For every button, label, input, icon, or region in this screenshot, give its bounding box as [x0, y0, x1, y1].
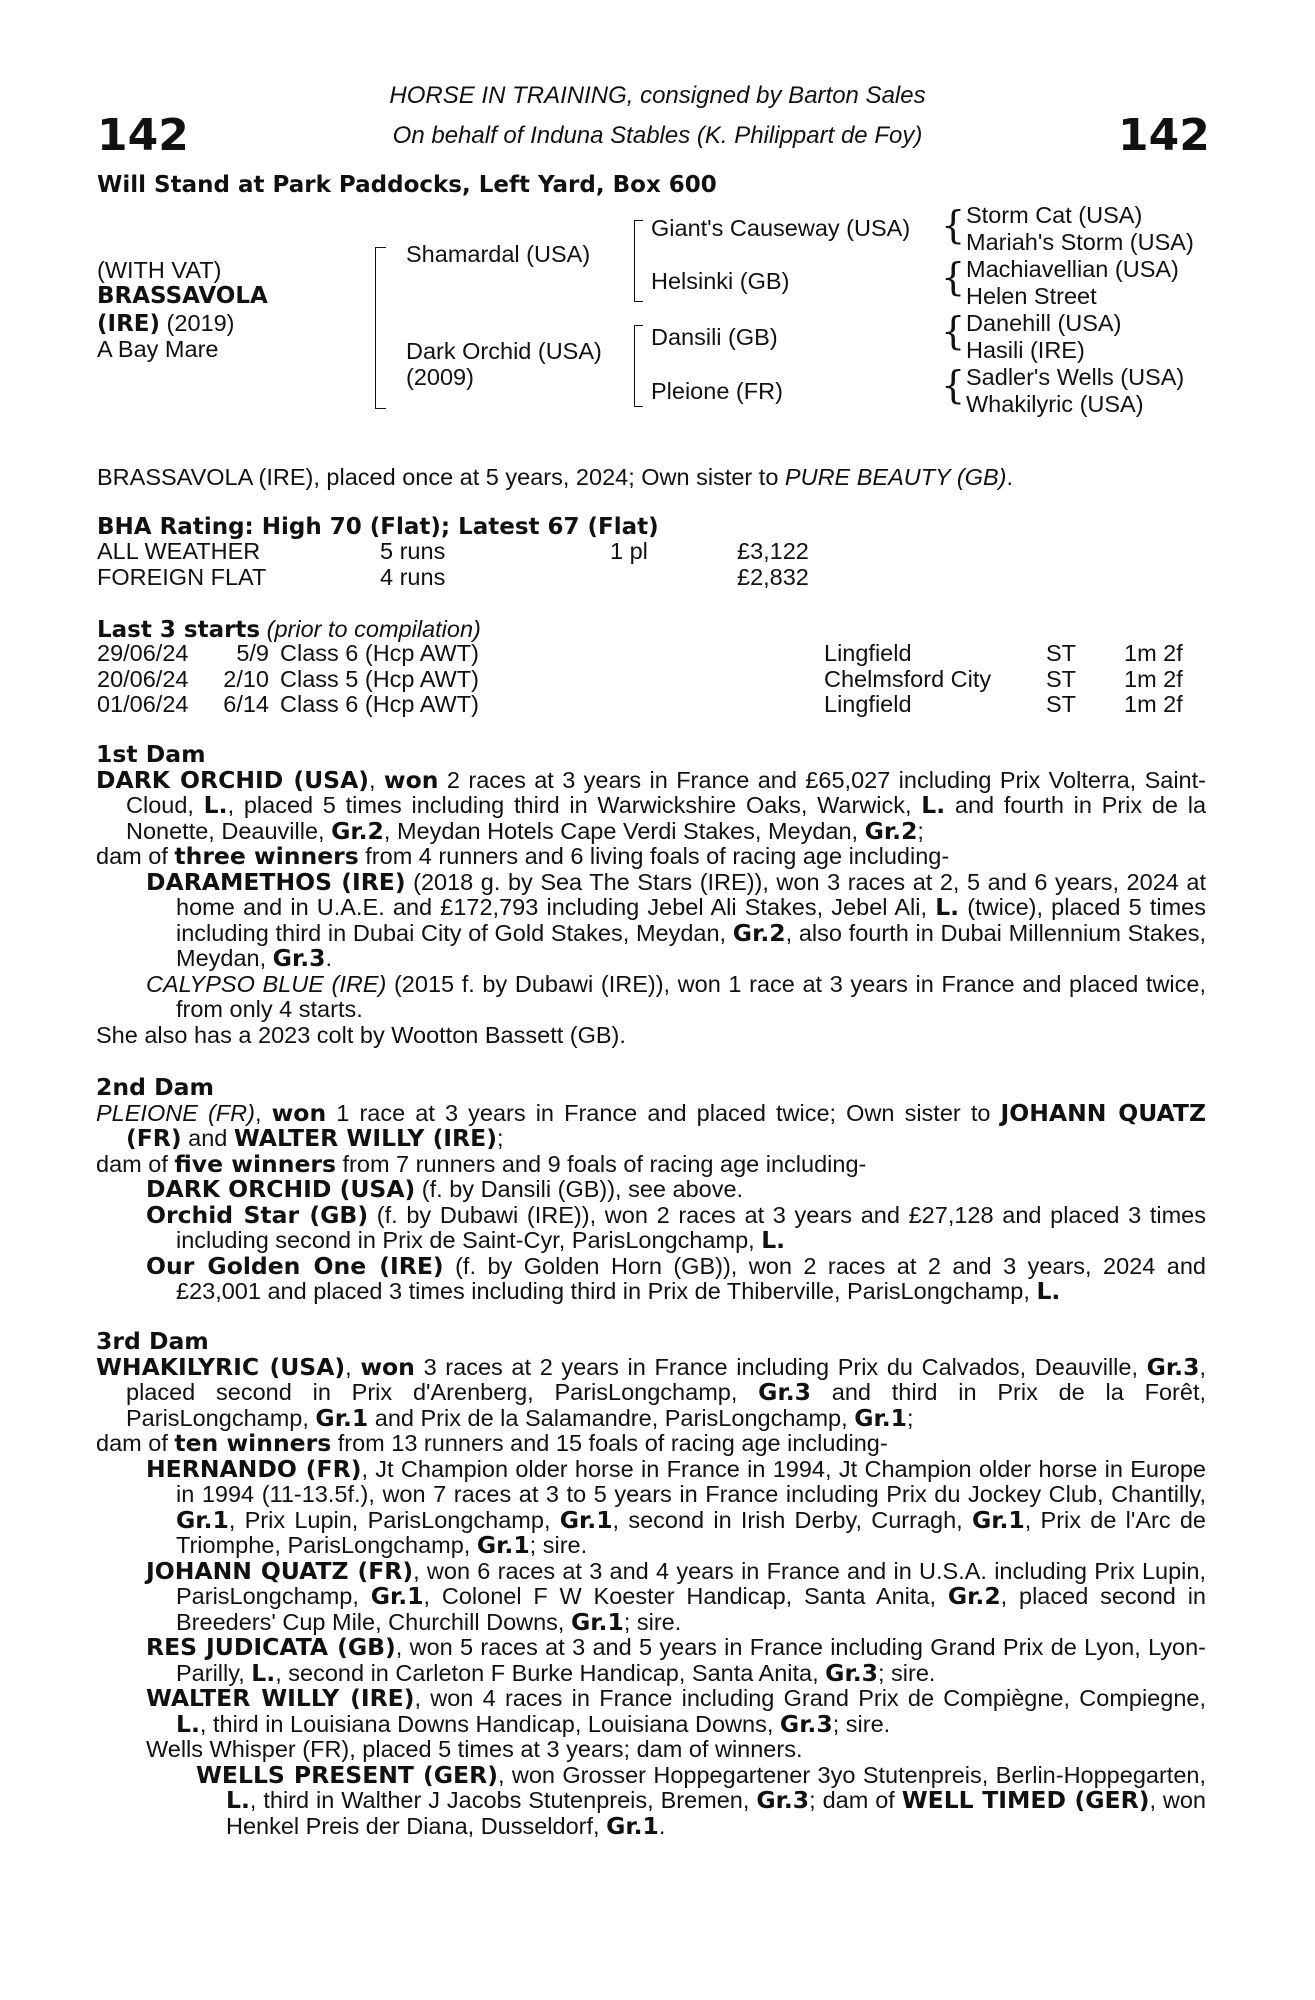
first-dam-section	[96, 742, 1206, 1048]
pedigree-sire-sire: Giant's Causeway (USA)	[651, 215, 911, 241]
pedigree-sds: Machiavellian (USA)	[966, 256, 1179, 282]
stand-location: Will Stand at Park Paddocks, Left Yard, Box 600	[97, 172, 717, 198]
pedigree-bracket-dam	[634, 325, 643, 407]
rating-table	[97, 539, 809, 590]
pedigree-sss: Storm Cat (USA)	[966, 202, 1143, 228]
second-dam-offspring: Orchid Star (GB) (f. by Dubawi (IRE)), won 2 races at 3 years and £27,128 and placed 3 times including second in Prix de Saint-Cyr, ParisLongchamp, L.	[146, 1200, 1206, 1254]
pedigree-brace-3: {	[941, 309, 966, 353]
third-dam-section	[96, 1329, 1206, 1839]
horse-origin-year: (IRE) (2019)	[97, 310, 235, 337]
pedigree-dss: Danehill (USA)	[966, 310, 1122, 336]
first-dam-offspring: CALYPSO BLUE (IRE) (2015 f. by Dubawi (IRE)), won 1 race at 3 years in France and placed twice, from only 4 starts.	[146, 970, 1206, 1022]
second-dam-section	[96, 1075, 1206, 1305]
pedigree-sire-dam: Helsinki (GB)	[651, 268, 790, 294]
pedigree-dam: Dark Orchid (USA)	[406, 338, 602, 364]
pedigree-ssd: Mariah's Storm (USA)	[966, 229, 1194, 255]
consignor-line: HORSE IN TRAINING, consigned by Barton Sales	[389, 82, 926, 109]
second-dam-offspring: DARK ORCHID (USA) (f. by Dansili (GB)), see above.	[146, 1175, 744, 1203]
rating-row: FOREIGN FLAT 4 runs £2,832	[97, 563, 809, 590]
start-row: 01/06/24 6/14 Class 6 (Hcp AWT) Lingfield ST 1m 2f	[97, 691, 1183, 717]
third-dam-heading: 3rd Dam	[96, 1327, 209, 1355]
lot-number-right: 142	[1118, 110, 1210, 161]
horse-description: A Bay Mare	[97, 336, 219, 362]
pedigree-brace-4: {	[941, 363, 966, 407]
first-dam-record: DARK ORCHID (USA), won 2 races at 3 years in France and £65,027 including Prix Volterra, Saint-Cloud, L., placed 5 times including third in Warwickshire Oaks, Warwick, L. and fourth in Prix de la Nonette, Deauville, Gr.2, Meydan Hotels Cape Verdi Stakes, Meydan, Gr.2;	[96, 765, 1207, 845]
vendor-line: On behalf of Induna Stables (K. Philippart de Foy)	[392, 122, 923, 149]
summary-line: BRASSAVOLA (IRE), placed once at 5 years, 2024; Own sister to PURE BEAUTY (GB).	[97, 464, 1014, 490]
pedigree-dds: Sadler's Wells (USA)	[966, 364, 1185, 390]
third-dam-produce-summary: dam of ten winners from 13 runners and 15 foals of racing age including-	[96, 1429, 888, 1457]
second-dam-heading: 2nd Dam	[96, 1073, 214, 1101]
third-dam-offspring: WALTER WILLY (IRE), won 4 races in France including Grand Prix de Compiègne, Compiegne, L., third in Louisiana Downs Handicap, Louisiana Downs, Gr.3; sire.	[146, 1684, 1206, 1738]
first-dam-offspring: DARAMETHOS (IRE) (2018 g. by Sea The Stars (IRE)), won 3 races at 2, 5 and 6 years, 2024 at home and in U.A.E. and £172,793 including Jebel Ali Stakes, Jebel Ali, L. (twice), placed 5 times including third in Dubai City of Gold Stakes, Meydan, Gr.2, also fourth in Dubai Millennium Stakes, Meydan, Gr.3.	[146, 867, 1206, 972]
horse-name: BRASSAVOLA	[97, 283, 268, 309]
lot-number-left: 142	[97, 110, 189, 161]
pedigree-dam-sire: Dansili (GB)	[651, 324, 778, 350]
second-dam-offspring: Our Golden One (IRE) (f. by Golden Horn (GB)), won 2 races at 2 and 3 years, 2024 and £23,001 and placed 3 times including third in Prix de Thiberville, ParisLongchamp, L.	[146, 1251, 1206, 1305]
third-dam-offspring: RES JUDICATA (GB), won 5 races at 3 and 5 years in France including Grand Prix de Lyon, Lyon-Parilly, L., second in Carleton F Burke Handicap, Santa Anita, Gr.3; sire.	[146, 1633, 1206, 1687]
pedigree-brace-1: {	[941, 203, 966, 247]
pedigree-bracket-sire	[634, 220, 643, 302]
last-starts-title: Last 3 starts (prior to compilation)	[97, 616, 481, 643]
pedigree-dsd: Hasili (IRE)	[966, 337, 1085, 363]
third-dam-grand-offspring: WELLS PRESENT (GER), won Grosser Hoppegartener 3yo Stutenpreis, Berlin-Hoppegarten, L., third in Walther J Jacobs Stutenpreis, Bremen, Gr.3; dam of WELL TIMED (GER), won Henkel Preis der Diana, Dusseldorf, Gr.1.	[196, 1760, 1206, 1840]
pedigree-dam-year: (2009)	[406, 364, 474, 390]
pedigree-brace-2: {	[941, 255, 966, 299]
first-dam-produce-summary: dam of three winners from 4 runners and 6 living foals of racing age including-	[96, 842, 950, 870]
start-row: 20/06/24 2/10 Class 5 (Hcp AWT) Chelmsford City ST 1m 2f	[97, 665, 1183, 692]
second-dam-produce-summary: dam of five winners from 7 runners and 9 foals of racing age including-	[96, 1149, 867, 1178]
second-dam-record: PLEIONE (FR), won 1 race at 3 years in France and placed twice; Own sister to JOHANN QUATZ (FR) and WALTER WILLY (IRE);	[96, 1098, 1206, 1152]
start-row: 29/06/24 5/9 Class 6 (Hcp AWT) Lingfield ST 1m 2f	[97, 640, 1183, 666]
last-starts-table	[97, 641, 1183, 718]
vat-label: (WITH VAT)	[97, 257, 222, 283]
first-dam-also: She also has a 2023 colt by Wootton Bassett (GB).	[96, 1021, 626, 1048]
pedigree-sdd: Helen Street	[966, 283, 1097, 309]
pedigree-dam-dam: Pleione (FR)	[651, 378, 783, 404]
third-dam-offspring: Wells Whisper (FR), placed 5 times at 3 years; dam of winners.	[146, 1736, 803, 1762]
pedigree-sire: Shamardal (USA)	[406, 241, 591, 267]
third-dam-offspring: HERNANDO (FR), Jt Champion older horse in France in 1994, Jt Champion older horse in Europe in 1994 (11-13.5f.), won 7 races at 3 to 5 years in France including Prix du Jockey Club, Chantilly, Gr.1, Prix Lupin, ParisLongchamp, Gr.1, second in Irish Derby, Curragh, Gr.1, Prix de l'Arc de Triomphe, ParisLongchamp, Gr.1; sire.	[146, 1454, 1207, 1559]
pedigree-bracket-gen1	[375, 247, 386, 409]
first-dam-heading: 1st Dam	[96, 740, 206, 768]
third-dam-record: WHAKILYRIC (USA), won 3 races at 2 years in France including Prix du Calvados, Deauville, Gr.3, placed second in Prix d'Arenberg, ParisLongchamp, Gr.3 and third in Prix de la Forêt, ParisLongchamp, Gr.1 and Prix de la Salamandre, ParisLongchamp, Gr.1;	[96, 1352, 1206, 1432]
bha-rating-title: BHA Rating: High 70 (Flat); Latest 67 (Flat)	[97, 514, 659, 540]
rating-row: ALL WEATHER 5 runs 1 pl £3,122	[97, 538, 809, 564]
third-dam-offspring: JOHANN QUATZ (FR), won 6 races at 3 and 4 years in France and in U.S.A. including Prix Lupin, ParisLongchamp, Gr.1, Colonel F W Koester Handicap, Santa Anita, Gr.2, placed second in Breeders' Cup Mile, Churchill Downs, Gr.1; sire.	[146, 1556, 1206, 1636]
pedigree-ddd: Whakilyric (USA)	[966, 391, 1144, 417]
